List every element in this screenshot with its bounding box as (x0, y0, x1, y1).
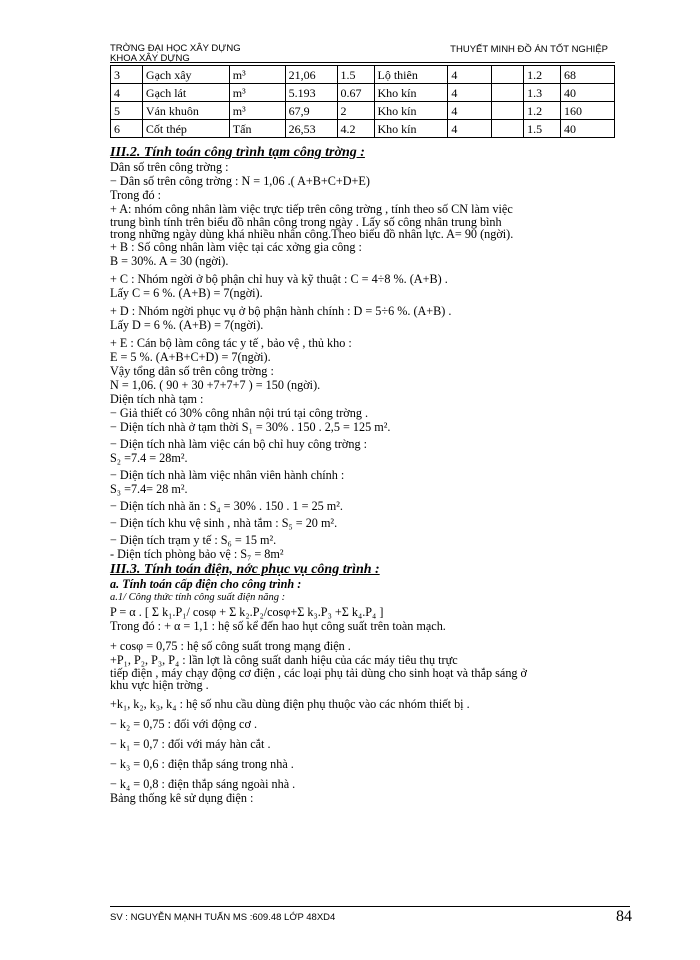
table-row (111, 120, 615, 138)
table-cell: 4 (448, 84, 492, 102)
header-left (110, 44, 241, 64)
text-line: Vậy tổng dân số trên công trờng : (110, 364, 274, 378)
text-line: − Diện tích nhà ăn : S₄ = 30% . 150 . 1 = 25 m². (110, 499, 343, 513)
text-line: E = 5 %. (A+B+C+D) = 7(ngời). (110, 350, 271, 364)
text-line: + E : Cán bộ làm công tác y tế , bảo vệ , thủ kho : (110, 336, 352, 350)
table-cell (492, 120, 524, 138)
header-right: THUYẾT MINH ĐỒ ÁN TỐT NGHIỆP (450, 44, 608, 55)
header-divider (110, 62, 615, 63)
table-cell: 3 (111, 66, 143, 84)
footer-divider (110, 906, 630, 907)
formula-heading: a.1/ Công thức tính công suất điện năng : (110, 592, 286, 603)
text-line: Bảng thống kê sử dụng điện : (110, 791, 254, 805)
table-cell: 6 (111, 120, 143, 138)
table-cell: Lộ thiên (374, 66, 448, 84)
table-cell: 67,9 (285, 102, 337, 120)
text-line: tiếp điện , máy chạy động cơ điện , các loại phụ tải dùng cho sinh hoạt và thắp sáng ở (110, 666, 527, 680)
text-line: − k₂ = 0,75 : đối với động cơ . (110, 717, 257, 731)
table-cell (492, 66, 524, 84)
table-cell (492, 84, 524, 102)
text-line: − Diện tích nhà làm việc nhân viên hành chính : (110, 468, 345, 482)
text-line: + D : Nhóm ngời phục vụ ở bộ phận hành chính : D = 5÷6 %. (A+B) . (110, 304, 452, 318)
footer-student: SV : NGUYỄN MẠNH TUẤN MS :609.48 LỚP 48XD4 (110, 912, 336, 923)
text-line: − Diện tích trạm y tế : S₆ = 15 m². (110, 533, 277, 547)
materials-table-body (111, 66, 615, 138)
text-line: Trong đó : (110, 188, 162, 202)
text-line: trung bình tính trên biểu đồ nhân công trong ngày . Lấy số công nhân trung bình (110, 215, 502, 229)
text-line: + C : Nhóm ngời ở bộ phận chỉ huy và kỹ thuật : C = 4÷8 %. (A+B) . (110, 272, 448, 286)
text-line: − Dân số trên công trờng : N = 1,06 .( A+B+C+D+E) (110, 174, 370, 188)
table-cell: m³ (229, 84, 285, 102)
text-line: − k₃ = 0,6 : điện thắp sáng trong nhà . (110, 757, 294, 771)
table-cell: Kho kín (374, 102, 448, 120)
text-line: Lấy C = 6 %. (A+B) = 7(ngời). (110, 286, 263, 300)
text-line: S₃ =7.4= 28 m². (110, 482, 188, 496)
text-line: N = 1,06. ( 90 + 30 +7+7+7 ) = 150 (ngời). (110, 378, 321, 392)
table-cell: 40 (561, 120, 615, 138)
text-line: + cosφ = 0,75 : hệ số công suất trong mạng điện . (110, 639, 351, 653)
table-cell: 68 (561, 66, 615, 84)
table-cell: 5 (111, 102, 143, 120)
subsection-heading: a. Tính toán cấp điện cho công trình : (110, 577, 302, 591)
table-cell: 26,53 (285, 120, 337, 138)
table-cell: 4 (448, 120, 492, 138)
table-row (111, 84, 615, 102)
table-cell: 0.67 (337, 84, 374, 102)
table-cell: 1.5 (337, 66, 374, 84)
text-line: − Diện tích nhà ở tạm thời S₁ = 30% . 150 . 2,5 = 125 m². (110, 420, 391, 434)
text-line: trong những ngày dùng khá nhiều nhân công.Theo biểu đồ nhân lực. A= 90 (ngời). (110, 227, 514, 241)
table-cell: 4 (111, 84, 143, 102)
table-cell: m³ (229, 102, 285, 120)
document-body (110, 144, 630, 805)
text-line: - Diện tích phòng bảo vệ : S₇ = 8m² (110, 547, 284, 561)
text-line: +k₁, k₂, k₃, k₄ : hệ số nhu cầu dùng điện phụ thuộc vào các nhóm thiết bị . (110, 697, 470, 711)
table-cell: Tấn (229, 120, 285, 138)
table-cell: Cốt thép (142, 120, 229, 138)
header-school: TRỜNG ĐẠI HỌC XÂY DỰNG (110, 43, 241, 54)
text-line: khu vực hiện trờng . (110, 678, 209, 692)
materials-table (110, 65, 615, 138)
table-cell: 40 (561, 84, 615, 102)
table-cell: Gạch xây (142, 66, 229, 84)
text-line: Lấy D = 6 %. (A+B) = 7(ngời). (110, 318, 264, 332)
section-heading: III.3. Tính toán điện, nớc phục vụ công trình : (110, 562, 380, 577)
table-cell: 1.5 (524, 120, 561, 138)
table-cell: Kho kín (374, 84, 448, 102)
table-cell: 2 (337, 102, 374, 120)
text-line: − Diện tích nhà làm việc cán bộ chỉ huy công trờng : (110, 437, 367, 451)
table-row (111, 102, 615, 120)
table-cell: Ván khuôn (142, 102, 229, 120)
text-line: Trong đó : + α = 1,1 : hệ số kể đến hao hụt công suất trên toàn mạch. (110, 619, 446, 633)
section-heading: III.2. Tính toán công trình tạm công trờng : (110, 145, 365, 160)
table-cell: 5.193 (285, 84, 337, 102)
table-cell: 4 (448, 66, 492, 84)
header-faculty: KHOA XÂY DỰNG (110, 53, 190, 64)
text-line: − k₁ = 0,7 : đối với máy hàn cắt . (110, 737, 271, 751)
table-cell (492, 102, 524, 120)
table-cell: 4.2 (337, 120, 374, 138)
table-cell: 21,06 (285, 66, 337, 84)
page-number: 84 (616, 908, 632, 925)
text-line: − Giả thiết có 30% công nhân nội trú tại công trờng . (110, 406, 369, 420)
text-line: +P₁, P₂, P₃, P₄ : lần lợt là công suất danh hiệu của các máy tiêu thụ trực (110, 653, 458, 667)
text-line: S₂ =7.4 = 28m². (110, 451, 188, 465)
table-cell: Kho kín (374, 120, 448, 138)
text-line: Dân số trên công trờng : (110, 160, 229, 174)
text-line: Diện tích nhà tạm : (110, 392, 204, 406)
table-cell: 4 (448, 102, 492, 120)
table-cell: 1.2 (524, 102, 561, 120)
text-line: P = α . [ Σ k₁.P₁/ cosφ + Σ k₂.P₂/cosφ+Σ k₃.P₃ +Σ k₄.P₄ ] (110, 605, 384, 619)
table-cell: Gạch lát (142, 84, 229, 102)
text-line: − k₄ = 0,8 : điện thắp sáng ngoài nhà . (110, 777, 296, 791)
table-cell: 160 (561, 102, 615, 120)
text-line: + B : Số công nhân làm việc tại các xởng gia công : (110, 240, 362, 254)
table-row (111, 66, 615, 84)
table-cell: m³ (229, 66, 285, 84)
text-line: + A: nhóm công nhân làm việc trực tiếp trên công trờng , tính theo số CN làm việc (110, 202, 513, 216)
table-cell: 1.2 (524, 66, 561, 84)
table-cell: 1.3 (524, 84, 561, 102)
text-line: − Diện tích khu vệ sinh , nhà tắm : S₅ = 20 m². (110, 516, 338, 530)
text-line: B = 30%. A = 30 (ngời). (110, 254, 229, 268)
